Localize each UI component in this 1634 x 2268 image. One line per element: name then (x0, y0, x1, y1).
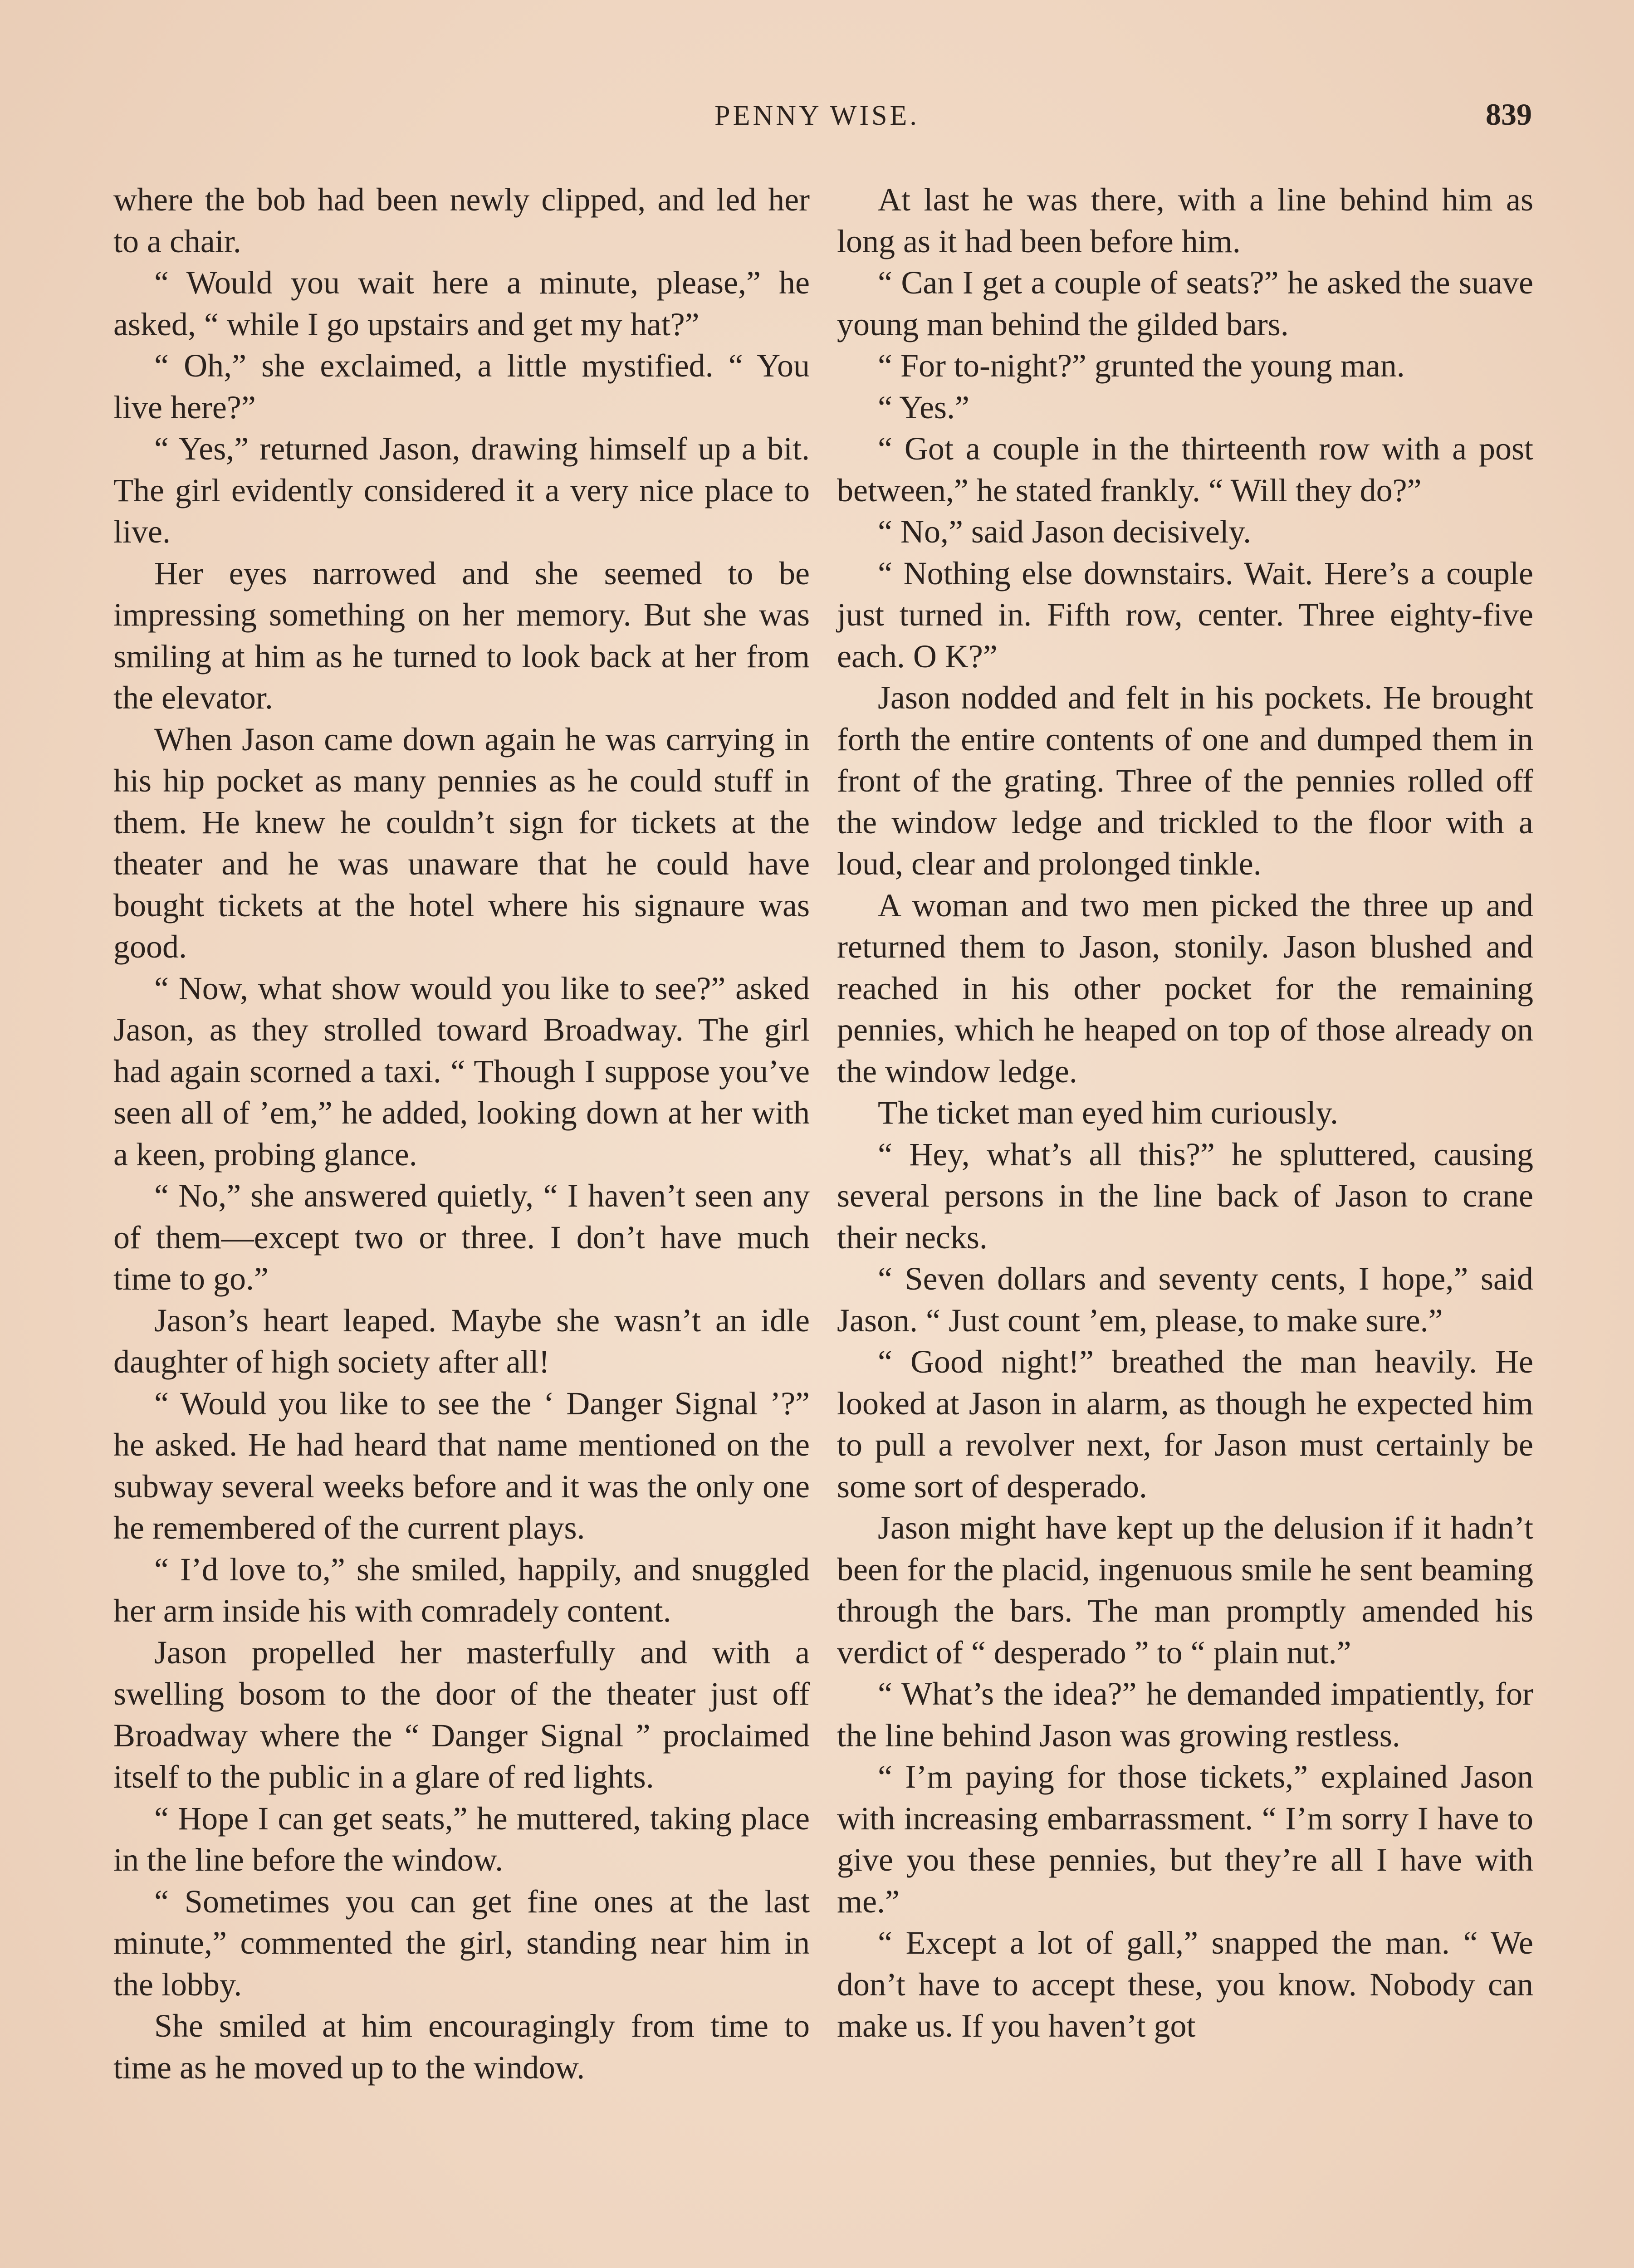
paragraph: Jason might have kept up the delusion if it hadn’t been for the placid, ingenuous smile he sent beaming through the bars. The man promptly amended his verdict of “ desperado ” to “ plain nut.” (837, 1510, 1533, 1671)
paragraph: Her eyes narrowed and she seemed to be impressing something on her memory. But she was smiling at him as he turned to look back at her from the elevator. (113, 555, 810, 716)
paragraph: “ Nothing else downstairs. Wait. Here’s a couple just turned in. Fifth row, center. Three eighty-five each. O K?” (837, 555, 1533, 675)
page-number: 839 (1486, 97, 1532, 132)
paragraph: “ I’m paying for those tickets,” explained Jason with increasing embarrassment. “ I’m sorry I have to give you these pennies, but they’re all I have with me.” (837, 1759, 1533, 1920)
paragraph: “ Yes.” (878, 389, 970, 425)
paragraph: “ Would you wait here a minute, please,” he asked, “ while I go upstairs and get my hat?” (113, 264, 810, 342)
paragraph: “ Now, what show would you like to see?” asked Jason, as they strolled toward Broadway. The girl had again scorned a taxi. “ Though I suppose you’ve seen all of ’em,” he added, looking down at her with a keen, probing glance. (113, 970, 810, 1173)
paragraph: “ I’d love to,” she smiled, happily, and snuggled her arm inside his with comradely content. (113, 1551, 810, 1629)
paragraph: “ Good night!” breathed the man heavily. He looked at Jason in alarm, as though he expected him to pull a revolver next, for Jason must certainly be some sort of desperado. (837, 1344, 1533, 1505)
paragraph: “ Except a lot of gall,” snapped the man. “ We don’t have to accept these, you know. Nobody can make us. If you haven’t got (837, 1925, 1533, 2044)
paragraph: “ Hope I can get seats,” he muttered, taking place in the line before the window. (113, 1800, 810, 1878)
paragraph: Jason propelled her masterfully and with a swelling bosom to the door of the theater just off Broadway where the “ Danger Signal ” proclaimed itself to the public in a glare of red lights. (113, 1634, 810, 1795)
paragraph: A woman and two men picked the three up and returned them to Jason, stonily. Jason blushed and reached in his other pocket for the remaining pennies, which he heaped on top of those already on the window ledge. (837, 887, 1533, 1090)
paragraph: “ Got a couple in the thirteenth row with a post between,” he stated frankly. “ Will they do?” (837, 430, 1533, 508)
paragraph: “ Yes,” returned Jason, drawing himself up a bit. The girl evidently considered it a very nice place to live. (113, 430, 810, 550)
paragraph: “ Hey, what’s all this?” he spluttered, causing several persons in the line back of Jason to crane their necks. (837, 1136, 1533, 1256)
running-head-title: PENNY WISE. (714, 100, 920, 131)
paragraph: The ticket man eyed him curiously. (878, 1095, 1339, 1131)
paragraph: “ No,” said Jason decisively. (878, 513, 1252, 550)
paragraph: She smiled at him encouragingly from time to time as he moved up to the window. (113, 2008, 810, 2086)
paragraph: “ For to-night?” grunted the young man. (878, 347, 1405, 384)
paragraph: “ Oh,” she exclaimed, a little mystified. “ You live here?” (113, 347, 810, 425)
paragraph: “ What’s the idea?” he demanded impatiently, for the line behind Jason was growing restless. (837, 1676, 1533, 1754)
paragraph: “ Sometimes you can get fine ones at the last minute,” commented the girl, standing near him in the lobby. (113, 1883, 810, 2003)
paragraph: “ Would you like to see the ‘ Danger Signal ’?” he asked. He had heard that name mentioned on the subway several weeks before and it was the only one he remembered of the current plays. (113, 1385, 810, 1546)
paragraph: “ Can I get a couple of seats?” he asked the suave young man behind the gilded bars. (837, 264, 1533, 342)
paragraph: “ Seven dollars and seventy cents, I hope,” said Jason. “ Just count ’em, please, to make sure.” (837, 1261, 1533, 1339)
paragraph: “ No,” she answered quietly, “ I haven’t seen any of them—except two or three. I don’t have much time to go.” (113, 1178, 810, 1297)
paragraph: where the bob had been newly clipped, and led her to a chair. (113, 181, 810, 259)
left-column (113, 179, 810, 2088)
paragraph: When Jason came down again he was carrying in his hip pocket as many pennies as he could stuff in them. He knew he couldn’t sign for tickets at the theater and he was unaware that he could have bought tickets at the hotel where his signaure was good. (113, 721, 810, 965)
right-column (837, 179, 1533, 2047)
paragraph: At last he was there, with a line behind him as long as it had been before him. (837, 181, 1533, 259)
paragraph: Jason nodded and felt in his pockets. He brought forth the entire contents of one and dumped them in front of the grating. Three of the pennies rolled off the window ledge and trickled to the floor with a loud, clear and prolonged tinkle. (837, 679, 1533, 882)
paragraph: Jason’s heart leaped. Maybe she wasn’t an idle daughter of high society after all! (113, 1302, 810, 1380)
